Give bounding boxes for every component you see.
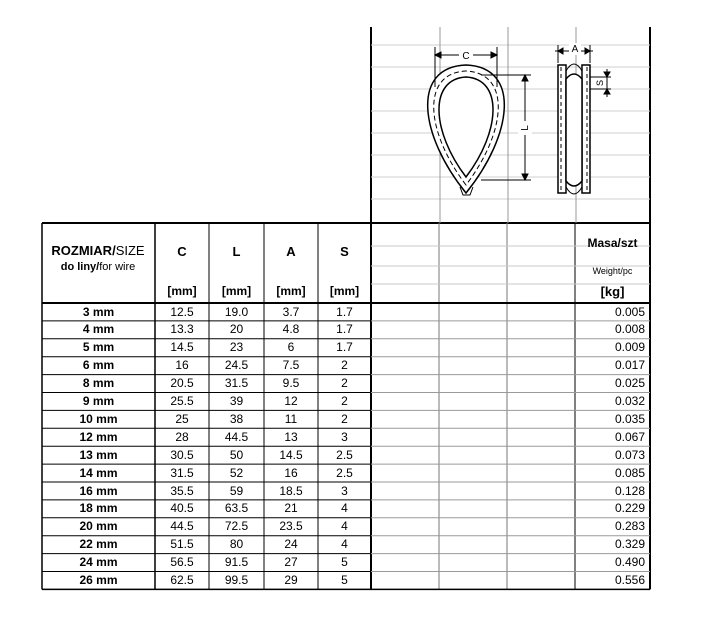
- row-l-value: 20: [229, 322, 244, 337]
- row-mass-value: 0.025: [614, 376, 645, 391]
- row-size: 4 mm: [82, 322, 115, 337]
- row-s-value: 1.7: [336, 304, 353, 319]
- row-c-value: 30.5: [170, 447, 194, 462]
- row-mass-value: 0.229: [614, 501, 645, 516]
- row-size: 5 mm: [82, 340, 115, 355]
- row-a-value: 23.5: [279, 519, 303, 534]
- row-a-value: 18.5: [279, 483, 303, 498]
- row-l-value: 19.0: [224, 304, 249, 319]
- size-sub-en: for wire: [99, 261, 136, 273]
- row-a-value: 11: [284, 411, 298, 426]
- row-l-value: 50: [229, 447, 244, 462]
- row-a-value: 14.5: [279, 447, 303, 462]
- column-header-a: A: [286, 244, 296, 259]
- row-s-value: 2.5: [336, 447, 353, 462]
- row-mass-value: 0.085: [614, 465, 645, 480]
- row-s-value: 4: [341, 519, 348, 534]
- row-l-value: 44.5: [224, 429, 249, 444]
- row-size: 22 mm: [79, 537, 118, 552]
- row-size: 9 mm: [82, 394, 115, 408]
- row-l-value: 99.5: [224, 573, 249, 587]
- row-c-value: 56.5: [170, 555, 194, 570]
- row-mass-value: 0.283: [614, 519, 645, 534]
- row-s-value: 2: [341, 376, 348, 391]
- row-c-value: 20.5: [170, 376, 194, 391]
- row-size: 6 mm: [82, 358, 115, 373]
- row-s-value: 3: [341, 483, 348, 498]
- row-c-value: 25.5: [170, 394, 194, 408]
- row-l-value: 63.5: [224, 501, 249, 516]
- size-sub-pl: do liny/: [60, 261, 100, 273]
- mass-sub: Weight/pc: [592, 266, 633, 276]
- row-c-value: 25: [175, 411, 189, 426]
- row-s-value: 3: [341, 429, 348, 444]
- row-a-value: 6: [287, 340, 295, 355]
- size-title-en: SIZE: [115, 243, 145, 258]
- dim-s-label: S: [595, 79, 605, 87]
- row-a-value: 13: [284, 429, 298, 444]
- column-header-c: C: [177, 244, 187, 259]
- size-title-pl: ROZMIAR/: [51, 243, 116, 258]
- row-s-value: 5: [341, 555, 348, 570]
- row-a-value: 24: [284, 537, 298, 552]
- row-c-value: 28: [175, 429, 189, 444]
- row-s-value: 2.5: [336, 465, 353, 480]
- row-size: 16 mm: [79, 483, 118, 498]
- row-mass-value: 0.490: [614, 555, 645, 570]
- row-l-value: 80: [229, 537, 244, 552]
- thimble-front-view: [428, 65, 505, 195]
- row-l-value: 52: [229, 465, 244, 480]
- row-size: 24 mm: [79, 555, 118, 570]
- row-size: 13 mm: [79, 447, 118, 462]
- row-l-value: 23: [229, 340, 244, 355]
- row-mass-value: 0.067: [614, 429, 645, 444]
- row-c-value: 44.5: [170, 519, 194, 534]
- dim-c-label: C: [462, 51, 470, 62]
- row-mass-value: 0.017: [614, 358, 645, 373]
- row-a-value: 9.5: [282, 376, 300, 391]
- row-c-value: 40.5: [170, 501, 194, 516]
- row-a-value: 12: [284, 394, 298, 408]
- column-unit-s: [mm]: [329, 284, 360, 298]
- row-a-value: 7.5: [282, 358, 300, 373]
- row-s-value: 1.7: [336, 340, 353, 355]
- row-l-value: 38: [229, 411, 244, 426]
- row-l-value: 39: [229, 394, 244, 408]
- row-mass-value: 0.329: [614, 537, 645, 552]
- row-s-value: 5: [341, 573, 348, 587]
- row-l-value: 72.5: [224, 519, 249, 534]
- row-mass-value: 0.008: [614, 322, 645, 337]
- thimble-side-view: [558, 65, 590, 193]
- row-s-value: 2: [341, 358, 348, 373]
- row-c-value: 13.3: [170, 322, 194, 337]
- row-l-value: 31.5: [224, 376, 249, 391]
- row-s-value: 4: [341, 501, 348, 516]
- row-mass-value: 0.128: [614, 483, 645, 498]
- column-unit-c: [mm]: [167, 284, 197, 298]
- row-c-value: 12.5: [170, 304, 194, 319]
- row-mass-value: 0.032: [614, 394, 645, 408]
- size-header: [42, 243, 154, 273]
- row-size: 10 mm: [79, 411, 118, 426]
- row-c-value: 62.5: [170, 573, 194, 587]
- row-c-value: 16: [175, 358, 189, 373]
- row-size: 18 mm: [79, 501, 118, 516]
- row-a-value: 21: [284, 501, 298, 516]
- row-mass-value: 0.005: [614, 304, 645, 319]
- dim-l-label: L: [520, 125, 531, 131]
- row-size: 14 mm: [79, 465, 118, 480]
- mass-title: Masa/szt: [587, 236, 638, 250]
- row-c-value: 35.5: [170, 483, 194, 498]
- row-mass-value: 0.009: [614, 340, 645, 355]
- row-a-value: 3.7: [282, 304, 300, 319]
- row-s-value: 2: [341, 411, 348, 426]
- row-a-value: 29: [284, 573, 298, 587]
- thimble-diagram: [371, 27, 650, 223]
- row-mass-value: 0.035: [614, 411, 645, 426]
- row-l-value: 91.5: [224, 555, 249, 570]
- mass-header: [575, 226, 650, 304]
- dim-a-label: A: [571, 44, 579, 55]
- row-a-value: 27: [284, 555, 298, 570]
- column-header-l: L: [232, 244, 241, 259]
- row-l-value: 24.5: [224, 358, 249, 373]
- row-a-value: 16: [284, 465, 298, 480]
- row-size: 8 mm: [82, 376, 115, 391]
- row-size: 3 mm: [82, 304, 115, 319]
- row-s-value: 4: [341, 537, 348, 552]
- row-size: 12 mm: [79, 429, 118, 444]
- column-unit-l: [mm]: [221, 284, 252, 298]
- mass-unit: [kg]: [600, 284, 625, 299]
- row-size: 26 mm: [79, 573, 118, 587]
- row-size: 20 mm: [79, 519, 118, 534]
- row-l-value: 59: [229, 483, 244, 498]
- row-s-value: 1.7: [336, 322, 353, 337]
- row-a-value: 4.8: [282, 322, 300, 337]
- column-header-s: S: [340, 244, 349, 259]
- row-c-value: 14.5: [170, 340, 194, 355]
- row-c-value: 31.5: [170, 465, 194, 480]
- row-mass-value: 0.556: [614, 573, 645, 587]
- row-c-value: 51.5: [170, 537, 194, 552]
- column-unit-a: [mm]: [276, 284, 306, 298]
- row-s-value: 2: [341, 394, 348, 408]
- row-mass-value: 0.073: [614, 447, 645, 462]
